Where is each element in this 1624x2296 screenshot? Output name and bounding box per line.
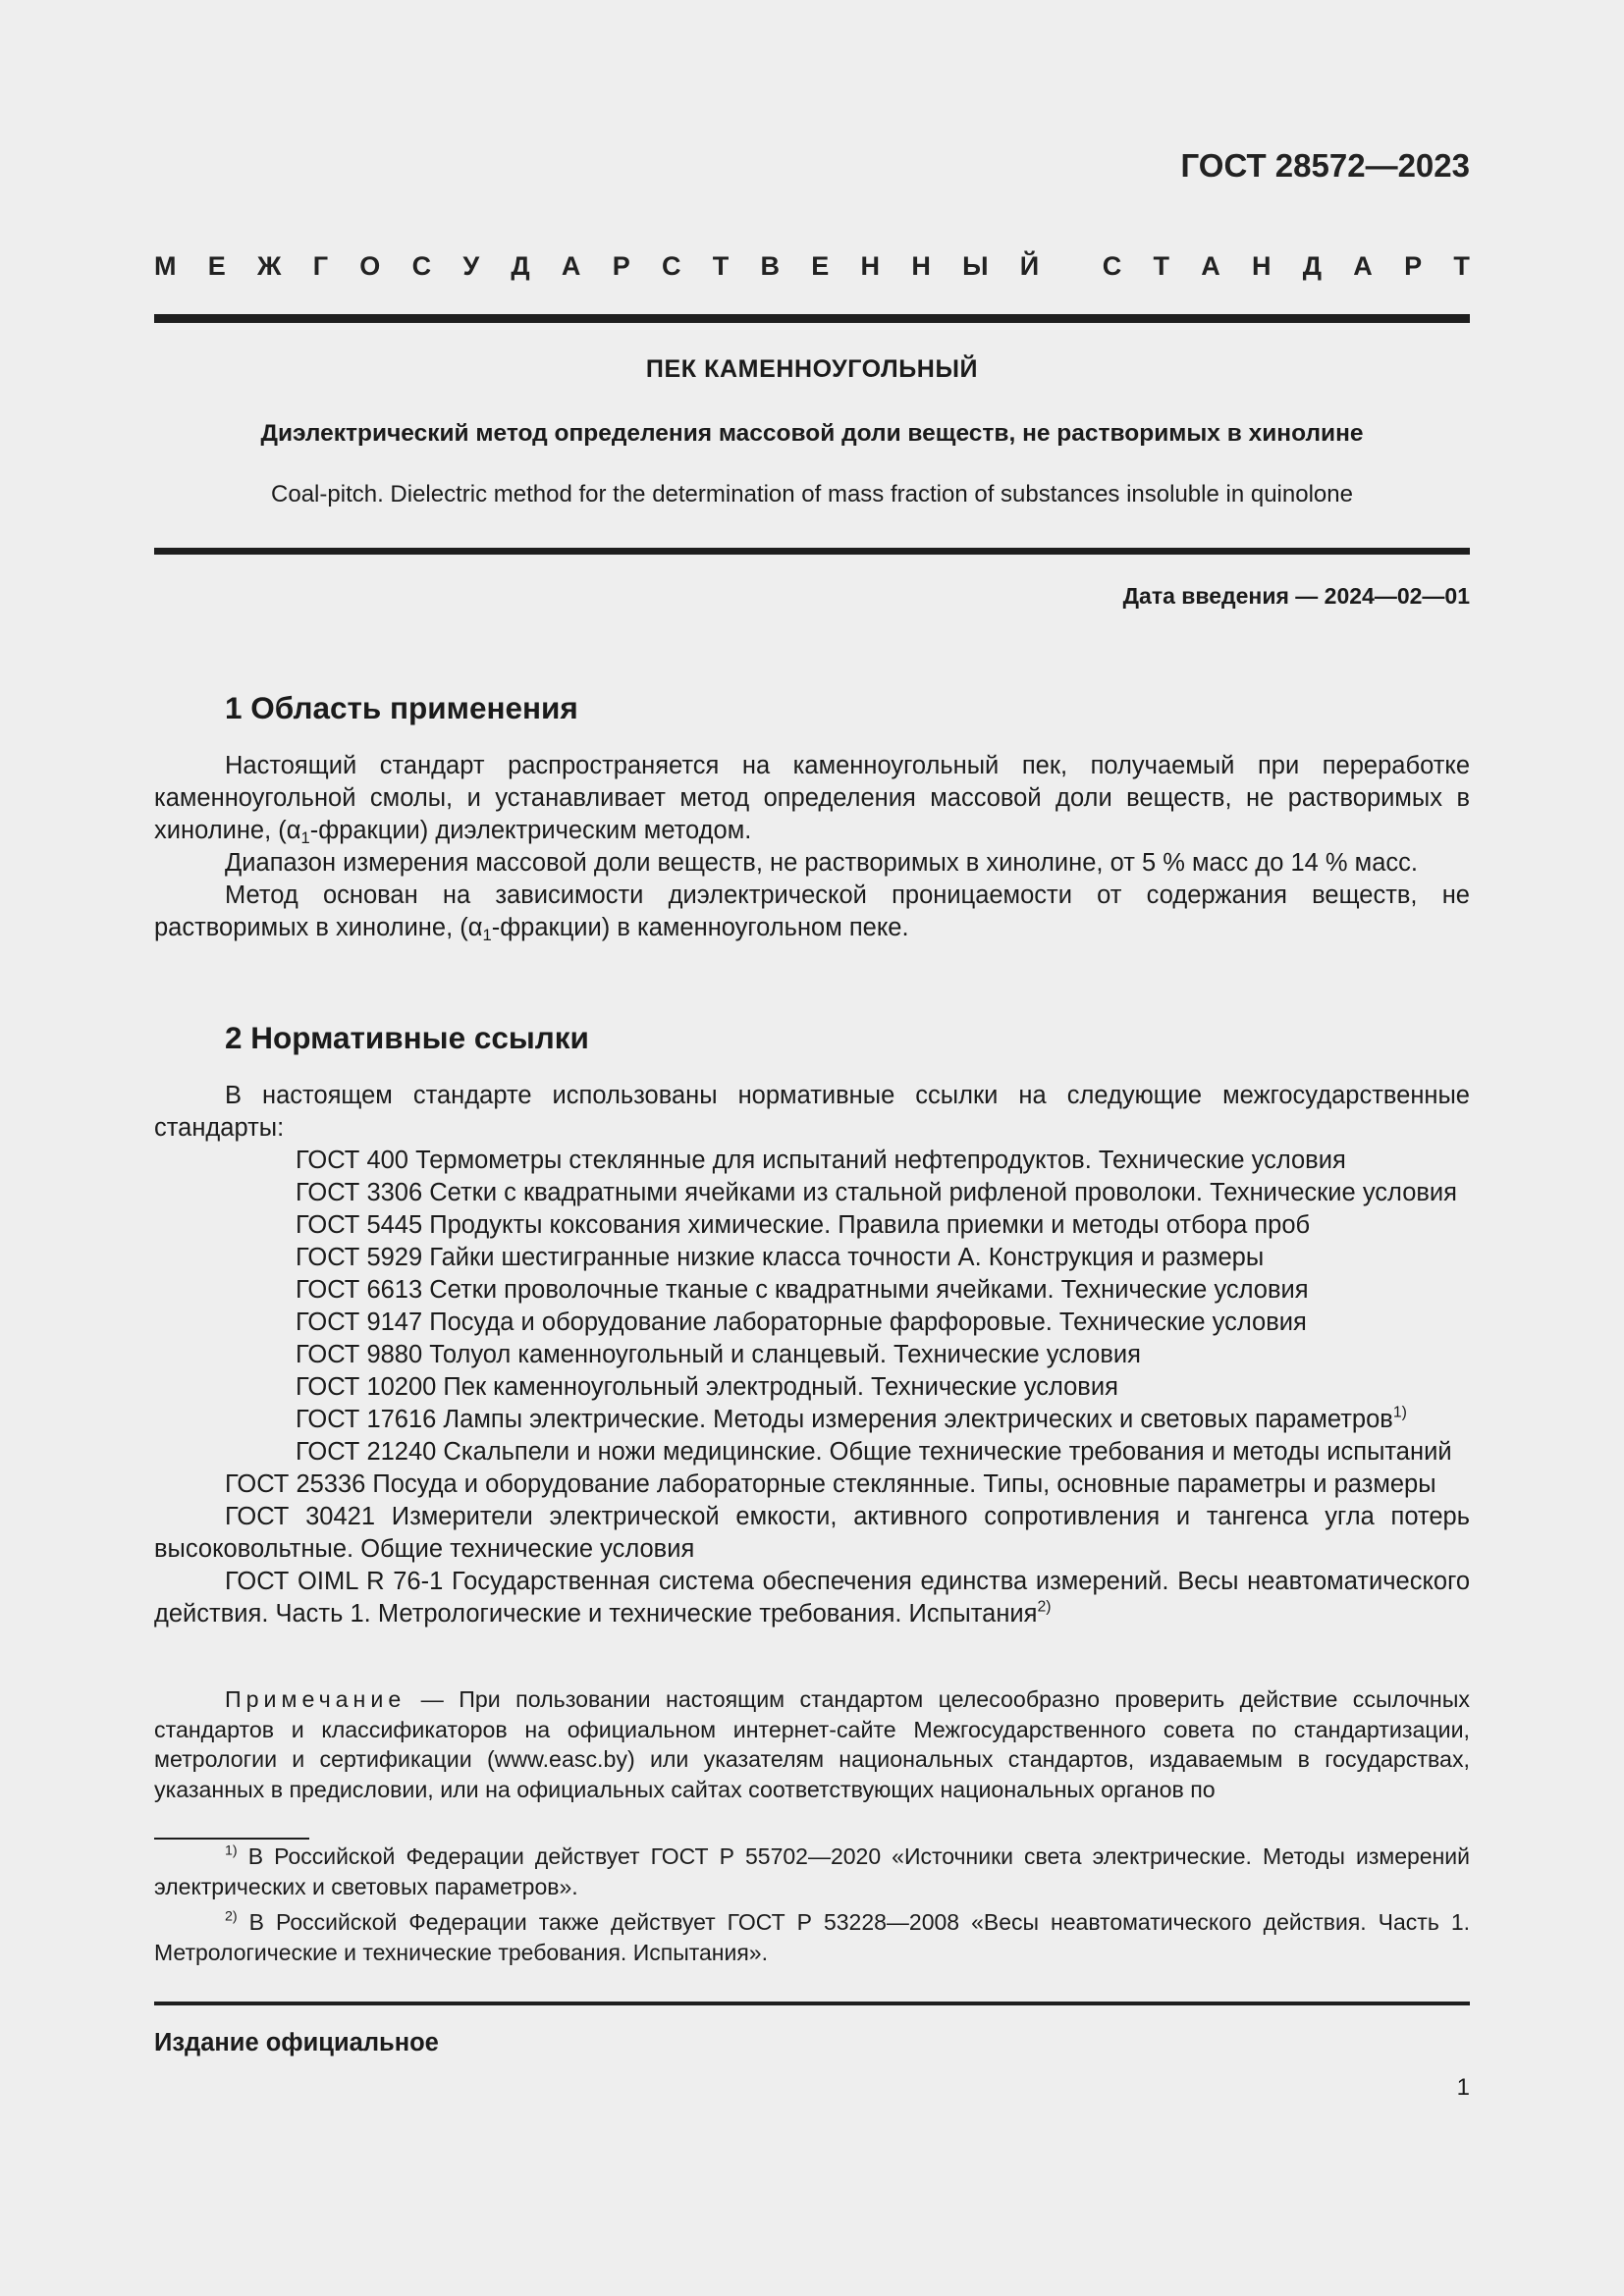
introduction-date: Дата введения — 2024—02—01	[1122, 583, 1470, 609]
header-rule-top	[154, 314, 1470, 323]
standard-type-letter: Й	[1019, 251, 1040, 281]
footnote-separator	[154, 1838, 309, 1840]
standard-type-letter: Т	[712, 251, 730, 281]
standard-type-heading	[154, 251, 1470, 282]
standard-type-letter: Е	[811, 251, 830, 281]
reference-item: ГОСТ 400 Термометры стеклянные для испытаний нефтепродуктов. Технические условия	[296, 1147, 1346, 1174]
standard-type-letter: Д	[1302, 251, 1323, 281]
note-block	[154, 1684, 1470, 1804]
standard-type-letter: Т	[1453, 251, 1470, 281]
standard-type-letter: С	[1102, 251, 1122, 281]
reference-item: ГОСТ 10200 Пек каменноугольный электродный. Технические условия	[296, 1373, 1118, 1401]
standard-type-letter: А	[561, 251, 581, 281]
reference-item: ГОСТ OIML R 76-1 Государственная система обеспечения единства измерений. Весы неавтоматического действия. Часть 1. Метрологические и технические требования. Испытания$^{2)}$	[154, 1568, 1470, 1628]
standard-type-letter: В	[760, 251, 780, 281]
section-2-intro: В настоящем стандарте использованы нормативные ссылки на следующие межгосударственные стандарты:	[154, 1082, 1470, 1142]
note-text: — При пользовании настоящим стандартом целесообразно проверить действие ссылочных стандартов и классификаторов на официальном интернет-сайте Межгосударственного совета по стандартизации, метрологии и сертификации (www.easc.by) или указателям национальных стандартов, издаваемым в государствах, указанных в предисловии, или на официальных сайтах соответствующих национальных органов по	[154, 1686, 1470, 1802]
standard-type-letter: Е	[207, 251, 226, 281]
footnote-marker: 1)	[1392, 1404, 1407, 1421]
standard-type-letter: Н	[1252, 251, 1272, 281]
reference-item: ГОСТ 5445 Продукты коксования химические. Правила приемки и методы отбора проб	[296, 1211, 1311, 1239]
document-subtitle: Диэлектрический метод определения массовой доли веществ, не растворимых в хинолине	[260, 420, 1364, 447]
document-title: ПЕК КАМЕННОУГОЛЬНЫЙ	[645, 355, 979, 383]
edition-label: Издание официальное	[154, 2029, 439, 2056]
header-rule-bottom	[154, 548, 1470, 555]
standard-type-letter: Т	[1153, 251, 1169, 281]
section-1-paragraph: Настоящий стандарт распространяется на каменноугольный пек, получаемый при переработке каменноугольной смолы, и устанавливает метод определения массовой доли веществ, не растворимых в хинолине, $(\alpha_1-фракции)$ диэлектрическим методом.	[154, 752, 1470, 847]
footnote-marker: 2)	[1037, 1598, 1052, 1616]
footnote: $^{1)}$ В Российской Федерации действует ГОСТ Р 55702—2020 «Источники света электрические. Методы измерений электрических и световых параметров».	[154, 1842, 1470, 1899]
standard-type-letter: Ж	[257, 251, 282, 281]
section-2-heading: 2 Нормативные ссылки	[225, 1020, 589, 1055]
reference-item: ГОСТ 25336 Посуда и оборудование лабораторные стеклянные. Типы, основные параметры и размеры	[225, 1470, 1436, 1498]
standard-type-letter: Д	[511, 251, 530, 281]
standard-type-letter: Г	[312, 251, 329, 281]
standard-type-letter: С	[411, 251, 432, 281]
reference-item: ГОСТ 30421 Измерители электрической емкости, активного сопротивления и тангенса угла потерь высоковольтные. Общие технические условия	[154, 1503, 1470, 1563]
standard-type-letter: С	[661, 251, 681, 281]
standard-type-letter: Р	[1404, 251, 1423, 281]
section-1-paragraph: Диапазон измерения массовой доли веществ, не растворимых в хинолине, от 5 % масс до 14 % масс.	[225, 849, 1418, 877]
standard-type-letter: Н	[860, 251, 881, 281]
document-code: ГОСТ 28572—2023	[1180, 147, 1470, 184]
section-2-body	[154, 1080, 1470, 1630]
reference-item: ГОСТ 9147 Посуда и оборудование лабораторные фарфоровые. Технические условия	[296, 1308, 1307, 1336]
standard-type-letter: Ы	[962, 251, 989, 281]
standard-type-letter: М	[154, 251, 177, 281]
standard-type-letter: Н	[911, 251, 931, 281]
reference-item: ГОСТ 5929 Гайки шестигранные низкие класса точности А. Конструкция и размеры	[296, 1244, 1265, 1271]
footnotes	[154, 1842, 1470, 1973]
standard-type-letter: А	[1353, 251, 1373, 281]
standard-type-letter: Р	[612, 251, 630, 281]
standard-type-letter: У	[462, 251, 480, 281]
footer-rule	[154, 2002, 1470, 2005]
section-1-body	[154, 750, 1470, 944]
reference-item: ГОСТ 21240 Скальпели и ножи медицинские. Общие технические требования и методы испытаний	[296, 1438, 1452, 1466]
document-title-english: Coal-pitch. Dielectric method for the determination of mass fraction of substances insoluble in quinolone	[271, 481, 1353, 507]
note-label: Примечание	[225, 1686, 406, 1712]
page-number: 1	[1456, 2074, 1470, 2101]
reference-item: ГОСТ 9880 Толуол каменноугольный и сланцевый. Технические условия	[296, 1341, 1141, 1368]
section-1-heading: 1 Область применения	[225, 690, 578, 725]
standard-type-letter: О	[359, 251, 381, 281]
section-1-paragraph: Метод основан на зависимости диэлектрической проницаемости от содержания веществ, не растворимых в хинолине, $(\alpha_1-фракции)$ в каменноугольном пеке.	[154, 881, 1470, 944]
standard-type-letter: А	[1201, 251, 1220, 281]
reference-item: ГОСТ 17616 Лампы электрические. Методы измерения электрических и световых параметров$^{1)}$	[296, 1404, 1407, 1433]
reference-item: ГОСТ 6613 Сетки проволочные тканые с квадратными ячейками. Технические условия	[296, 1276, 1309, 1304]
footnote: $^{2)}$ В Российской Федерации также действует ГОСТ Р 53228—2008 «Весы неавтоматического действия. Часть 1. Метрологические и технические требования. Испытания».	[154, 1908, 1470, 1965]
reference-item: ГОСТ 3306 Сетки с квадратными ячейками из стальной рифленой проволоки. Технические условия	[296, 1179, 1457, 1206]
